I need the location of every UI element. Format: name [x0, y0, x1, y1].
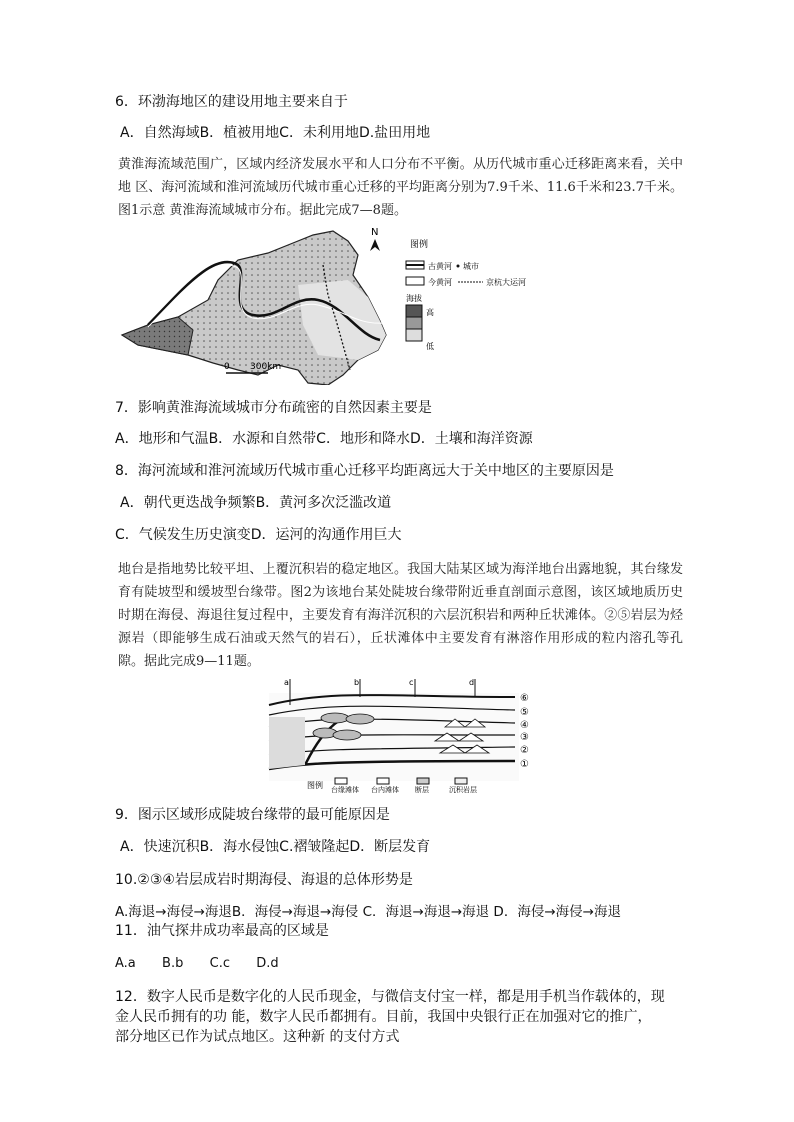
layer-4: ④: [520, 720, 529, 731]
legend-elev-high: [406, 305, 422, 317]
q8-stem: 8．海河流域和淮河流域历代城市重心迁移平均距离远大于关中地区的主要原因是: [115, 463, 614, 479]
layer-3: ③: [520, 732, 529, 743]
q7-options: A．地形和气温B．水源和自然带C．地形和降水D．土壤和海洋资源: [115, 431, 533, 447]
q12-line1: 12．数字人民币是数字化的人民币现金，与微信支付宝一样，都是用手机当作载体的，现: [115, 989, 665, 1005]
legend-new-river-swatch: [406, 277, 424, 285]
layer-6: ⑥: [520, 693, 529, 704]
q8-options-line1: A．朝代更迭战争频繁B．黄河多次泛滥改道: [120, 495, 392, 511]
q6-stem: 6．环渤海地区的建设用地主要来自于: [115, 94, 348, 110]
passage-2: 地台是指地势比较平坦、上覆沉积岩的稳定地区。我国大陆某区域为海洋地台出露地貌，其台缘发育有陡坡型和缓坡型台缘带。图2为该地台某处陡坡台缘带附近垂直剖面示意图，该区域地质历史时期在海侵、海退往复过程中，主要发育有海洋沉积的六层沉积岩和两种丘状滩体。②⑤岩层为烃源岩（即能够生成石油或天然气的岩石），丘状滩体中主要发育有淋溶作用形成的粒内溶孔等孔隙。据此完成9—11题。: [118, 562, 683, 669]
well-c: c: [409, 678, 414, 687]
q12-line2: 金人民币拥有的功 能，数字人民币都拥有。目前，我国中央银行正在加强对它的推广，: [115, 1009, 652, 1025]
passage-1: 黄淮海流域范围广，区域内经济发展水平和人口分布不平衡。从历代城市重心迁移距离来看，关中地 区、海河流域和淮河流域历代城市重心迁移的平均距离分别为7.9千米、11.6千米和23.7千米。图1示意 黄淮海流域城市分布。据此完成7—8题。: [118, 157, 683, 218]
legend-edge-swatch: [335, 778, 347, 784]
western-highland: [122, 317, 193, 355]
q11-option-b: B.b: [162, 956, 184, 971]
q11-option-c: C.c: [209, 956, 230, 971]
scale-zero: 0: [224, 362, 230, 372]
map-legend-title: 图例: [410, 240, 429, 250]
q6-options: A．自然海域B．植被用地C．未利用地D.盐田用地: [120, 125, 431, 141]
legend-new-river: 今黄河: [428, 278, 452, 287]
legend-elev-low: [406, 329, 422, 341]
legend-low: 低: [426, 342, 434, 351]
legend-elevation: 海拔: [406, 294, 422, 303]
scale-label: 300km: [250, 362, 282, 372]
well-d: d: [469, 678, 475, 687]
legend-sedimentary: 沉积岩层: [449, 786, 477, 793]
well-a: a: [284, 678, 289, 687]
legend-old-river: 古黄河: [428, 262, 452, 271]
legend-canal: 京杭大运河: [486, 278, 526, 287]
huanghuaihai-map: [118, 225, 538, 385]
q8-options-line2: C．气候发生历史演变D．运河的沟通作用巨大: [115, 527, 402, 543]
q11-stem: 11．油气探井成功率最高的区域是: [115, 923, 329, 939]
layer-5: ⑤: [520, 707, 529, 718]
q10-stem: 10.②③④岩层成岩时期海侵、海退的总体形势是: [115, 872, 413, 888]
q11-option-a: A.a: [115, 956, 136, 971]
q7-stem: 7．影响黄淮海流域城市分布疏密的自然因素主要是: [115, 400, 432, 416]
legend-edge-shoal: 台缘滩体: [331, 786, 359, 793]
q9-options: A．快速沉积B．海水侵蚀C.褶皱隆起D．断层发育: [120, 839, 431, 855]
platform-cross-section: [265, 675, 545, 793]
q11-option-d: D.d: [256, 956, 279, 971]
legend-inner-swatch: [377, 778, 389, 784]
legend-city-icon: [457, 265, 460, 268]
legend-sed-swatch: [455, 778, 467, 784]
q9-stem: 9．图示区域形成陡坡台缘带的最可能原因是: [115, 807, 390, 823]
section-legend-title: 图例: [307, 781, 323, 790]
legend-high: 高: [426, 308, 434, 317]
north-label: N: [371, 227, 379, 238]
q12-line3: 部分地区已作为试点地区。这种新 的支付方式: [115, 1029, 400, 1045]
legend-fault: 断层: [415, 786, 429, 793]
layer-2: ②: [520, 745, 529, 756]
q10-options: A.海退→海侵→海退B．海侵→海退→海侵 C．海退→海退→海退 D．海侵→海侵→海退: [115, 904, 621, 920]
q11-options: [115, 955, 279, 973]
legend-city: 城市: [463, 262, 479, 271]
layer-1: ①: [520, 759, 529, 770]
north-arrow-icon: [370, 239, 380, 251]
well-b: b: [354, 678, 360, 687]
legend-elev-mid: [406, 317, 422, 329]
legend-fault-swatch: [417, 778, 429, 784]
legend-inner-shoal: 台内滩体: [371, 786, 399, 793]
